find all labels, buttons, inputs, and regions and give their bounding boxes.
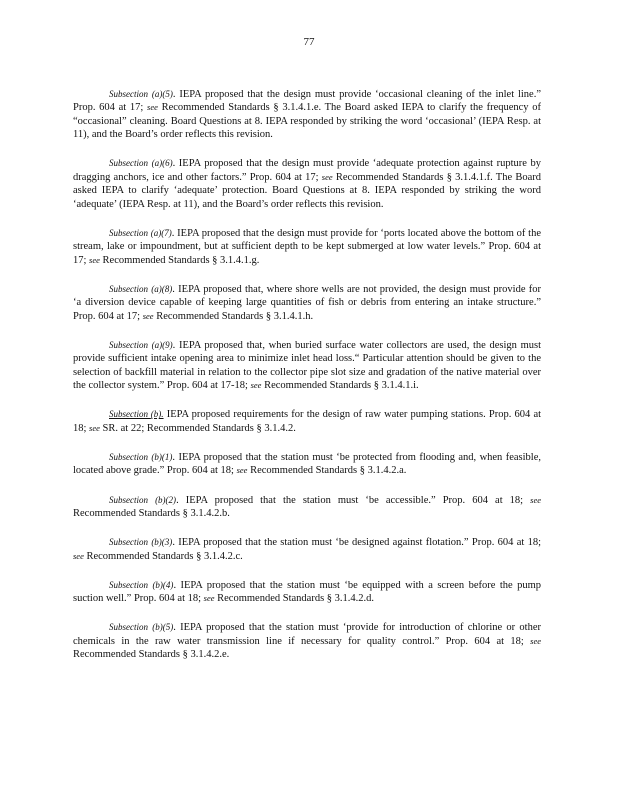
paragraph-text: . IEPA proposed that the station must ‘be equipped with a screen before the pump suction well.” Prop. 604 at 18; xyxy=(73,579,541,605)
paragraph-text: IEPA proposed requirements for the design of raw water pumping stations. Prop. 604 at 18; xyxy=(73,409,542,434)
paragraph-text-cont: Recommended Standards § 3.1.4.2.b. xyxy=(73,507,230,519)
paragraph-text: . IEPA proposed that, when buried surface water collectors are used, the design must provide sufficient intake opening area to minimize inlet head loss.“ Particular attention should be given to the selection of backfill material in relation to the collector pipe slot size and gradation of the native material over the collector system.” Prop. 604 at 17-18; xyxy=(73,339,542,392)
paragraph-b5 xyxy=(73,621,541,661)
paragraph-a9 xyxy=(73,339,541,393)
paragraph-text-cont: Recommended Standards § 3.1.4.1.h. xyxy=(156,310,314,322)
see-signal: see xyxy=(530,494,542,505)
subsection-label: Subsection xyxy=(109,537,148,548)
subsection-number: (b)(5) xyxy=(152,622,174,633)
subsection-number: (b)(1) xyxy=(151,451,173,462)
paragraph-a7 xyxy=(73,227,541,267)
page-number: 77 xyxy=(303,36,315,48)
paragraph-text-cont: Recommended Standards § 3.1.4.2.e. xyxy=(73,649,230,661)
see-signal: see xyxy=(321,171,333,182)
subsection-label: Subsection xyxy=(109,494,148,505)
subsection-number: (b)(4) xyxy=(152,579,174,590)
paragraph-text: . IEPA proposed that the station must ‘be designed against flotation.” Prop. 604 at 18; xyxy=(172,537,541,549)
paragraph-text-cont: Recommended Standards § 3.1.4.1.g. xyxy=(102,254,260,266)
paragraph-b3 xyxy=(73,536,541,563)
paragraph-text-cont: Recommended Standards § 3.1.4.1.f. The Board asked IEPA to clarify ‘adequate’ protection. Board Questions at 8. IEPA responded by striking the word ‘adequate’ (IEPA Resp. at 11), and the Board’s order reflects this revision. xyxy=(73,171,542,210)
paragraph-a5 xyxy=(73,88,541,142)
see-signal: see xyxy=(147,102,158,113)
paragraph-text-cont: Recommended Standards § 3.1.4.2.d. xyxy=(217,593,375,605)
paragraph-text: . IEPA proposed that the design must provide ‘adequate protection against rupture by dragging anchors, ice and other factors.” Prop. 604 at 17; xyxy=(73,158,542,183)
document-body xyxy=(73,88,541,662)
paragraph-b1 xyxy=(73,451,541,478)
see-signal: see xyxy=(203,593,215,604)
paragraph-text-cont: Recommended Standards § 3.1.4.2.a. xyxy=(250,465,407,477)
see-signal: see xyxy=(250,380,262,391)
see-signal: see xyxy=(89,422,100,433)
see-signal: see xyxy=(530,635,541,646)
paragraph-b2 xyxy=(73,494,541,521)
paragraph-text: . IEPA proposed that the station must ‘be protected from flooding and, when feasible, located above grade.” Prop. 604 at 18; xyxy=(73,451,541,477)
subsection-label: Subsection xyxy=(109,622,148,633)
subsection-number: (a)(7) xyxy=(150,227,172,238)
paragraph-a8 xyxy=(73,283,541,323)
subsection-number: (a)(5) xyxy=(151,89,173,99)
subsection-number: (a)(6) xyxy=(151,158,173,169)
paragraph-text: . IEPA proposed that the station must ‘provide for introduction of chlorine or other chemicals in the raw water transmission line if necessary for quality control.” Prop. 604 at 18; xyxy=(73,622,541,647)
subsection-label: Subsection xyxy=(109,158,148,169)
paragraph-text-cont: SR. at 22; Recommended Standards § 3.1.4.2. xyxy=(102,422,296,434)
paragraph-text: . IEPA proposed that, where shore wells are not provided, the design must provide for ‘a diversion device capable of keeping large quantities of fish or debris from entering an intake structure.” Prop. 604 at 17; xyxy=(73,283,542,322)
subsection-label: Subsection xyxy=(109,409,148,420)
paragraph-text: . IEPA proposed that the station must ‘be accessible.” Prop. 604 at 18; xyxy=(176,494,524,506)
subsection-label: Subsection xyxy=(109,283,148,294)
paragraph-text-cont: Recommended Standards § 3.1.4.1.e. The Board asked IEPA to clarify the frequency of “occasional” cleaning. Board Questions at 8. IEPA responded by striking the word ‘occasional’ (IEPA Resp. at 11), and the Board’s order reflects this revision. xyxy=(73,102,542,141)
paragraph-text-cont: Recommended Standards § 3.1.4.1.i. xyxy=(264,380,419,392)
subsection-label: Subsection xyxy=(109,227,148,238)
paragraph-b xyxy=(73,408,541,435)
paragraph-text: . IEPA proposed that the design must provide for ‘ports located above the bottom of the stream, lake or impoundment, but at sufficient depth to be kept submerged at low water levels.” Prop. 604 at 17; xyxy=(73,227,542,266)
paragraph-text-cont: Recommended Standards § 3.1.4.2.c. xyxy=(86,550,243,562)
see-signal: see xyxy=(236,465,248,476)
subsection-number: (b). xyxy=(150,409,164,420)
subsection-label: Subsection xyxy=(109,451,148,462)
subsection-label: Subsection xyxy=(109,339,148,350)
see-signal: see xyxy=(142,310,154,321)
paragraph-text: . IEPA proposed that the design must provide ‘occasional cleaning of the inlet line.” Prop. 604 at 17; xyxy=(73,89,542,114)
subsection-number: (a)(9) xyxy=(151,339,173,350)
paragraph-a6 xyxy=(73,157,541,211)
subsection-number: (b)(3) xyxy=(151,537,173,548)
subsection-number: (b)(2) xyxy=(155,494,177,505)
paragraph-b4 xyxy=(73,579,541,606)
see-signal: see xyxy=(73,550,84,561)
subsection-label: Subsection xyxy=(109,579,148,590)
subsection-label: Subsection xyxy=(109,89,148,99)
see-signal: see xyxy=(89,254,100,265)
subsection-number: (a)(8) xyxy=(151,283,173,294)
